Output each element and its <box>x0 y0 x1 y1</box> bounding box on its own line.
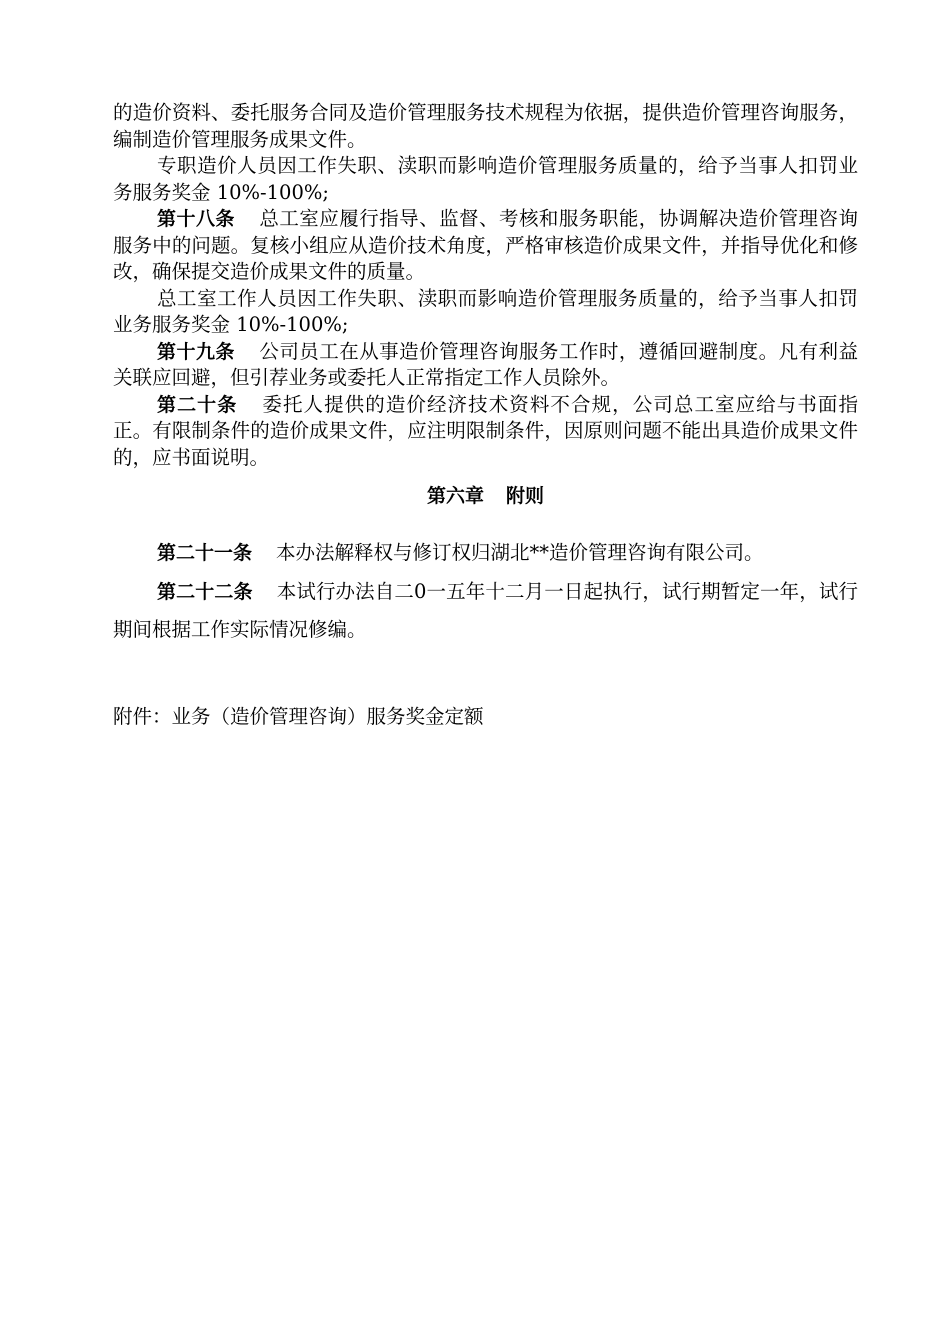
paragraph-penalty-staff <box>113 153 858 206</box>
chapter-number: 第六章 <box>426 485 484 507</box>
attachment-note: 附件：业务（造价管理咨询）服务奖金定额 <box>113 705 484 728</box>
article-20 <box>113 392 858 472</box>
supplementary-articles <box>113 534 858 650</box>
article-21 <box>113 534 858 573</box>
article-text: 总工室应履行指导、监督、考核和服务职能，协调解决造价管理咨询服务中的问题。复核小组应从造价技术角度，严格审核造价成果文件，并指导优化和修改，确保提交造价成果文件的质量。 <box>113 207 858 283</box>
article-number: 第二十二条 <box>157 580 253 603</box>
article-text: 委托人提供的造价经济技术资料不合规，公司总工室应给与书面指正。有限制条件的造价成果文件，应注明限制条件，因原则问题不能出具造价成果文件的，应书面说明。 <box>113 392 858 469</box>
article-22 <box>113 573 858 650</box>
article-18 <box>113 206 858 286</box>
chapter-heading <box>113 481 858 508</box>
article-number: 第二十条 <box>157 393 238 416</box>
article-text: 公司员工在从事造价管理咨询服务工作时，遵循回避制度。凡有利益关联应回避，但引荐业务或委托人正常指定工作人员除外。 <box>113 339 858 389</box>
article-text: 本试行办法自二0一五年十二月一日起执行，试行期暂定一年，试行期间根据工作实际情况修编。 <box>113 579 858 641</box>
paragraph-text: 的造价资料、委托服务合同及造价管理服务技术规程为依据，提供造价管理咨询服务，编制造价管理服务成果文件。 <box>113 101 858 151</box>
paragraph-continuation <box>113 100 858 153</box>
articles-section <box>113 100 858 471</box>
paragraph-penalty-office <box>113 286 858 339</box>
paragraph-text: 总工室工作人员因工作失职、渎职而影响造价管理服务质量的，给予当事人扣罚业务服务奖金 10%-100%; <box>113 286 858 336</box>
article-number: 第十八条 <box>157 208 235 230</box>
document-page <box>113 100 858 728</box>
article-text: 本办法解释权与修订权归湖北**造价管理咨询有限公司。 <box>276 541 764 564</box>
chapter-title: 附则 <box>506 485 545 507</box>
article-number: 第十九条 <box>157 340 235 363</box>
article-number: 第二十一条 <box>157 542 253 564</box>
article-19 <box>113 339 858 392</box>
paragraph-text: 专职造价人员因工作失职、渎职而影响造价管理服务质量的，给予当事人扣罚业务服务奖金 10%-100%; <box>113 154 858 204</box>
